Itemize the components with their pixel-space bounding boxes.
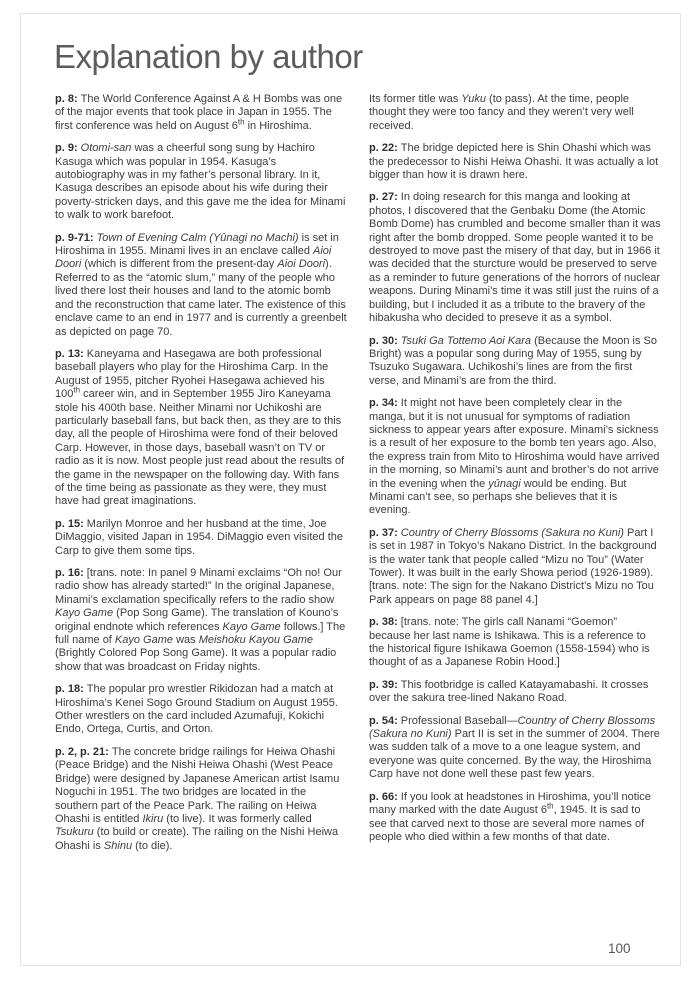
endnote-paragraph: p. 38: [trans. note: The girls call Nanami “Goemon” because her last name is Ishikawa. This is a reference to the historical figure Ishikawa Goemon (1558-1594) who is thought of as a Japanese Robin Hood.] (369, 616, 650, 669)
endnote-paragraph: p. 9-71: Town of Evening Calm (Yûnagi no Machi) is set in Hiroshima in 1955. Minami lives in an enclave called Aioi Doori (which is different from the present-day Aioi Doori). Referred to as the “atomic slum,” many of the people who lived there lost their houses and land to the atomic bomb and the reconstruction that came later. The existence of this enclave came to an end in 1977 and is currently a greenbelt as depicted on page 70. (55, 231, 347, 338)
endnote-paragraph: p. 39: This footbridge is called Katayamabashi. It crosses over the sakura tree-lined Nakano Road. (369, 678, 649, 705)
endnote-paragraph: p. 18: The popular pro wrestler Rikidozan had a match at Hiroshima’s Kenei Sogo Ground Stadium on August 1955. Other wrestlers on the card included Azumafuji, Kokichi Endo, Ortega, Curtis, and Orton. (55, 683, 338, 736)
endnote-paragraph: p. 66: If you look at headstones in Hiroshima, you’ll notice many marked with the date August 6th, 1945. It is sad to see that carved next to those are several more names of people who died within a few months of that date. (369, 790, 651, 843)
endnote-paragraph: p. 34: It might not have been completely clear in the manga, but it is not unusual for symptoms of radiation sickness to appear years after exposure. Minami’s sickness is a result of her exposure to the bomb ten years ago. Also, the express train from Mito to Hiroshima would have arrived in the morning, so Minami’s aunt and brother’s do not arrive in the evening when the yûnagi would be ending. But Minami can’t see, so perhaps she believes that it is evening. (369, 397, 660, 517)
endnote-paragraph: p. 15: Marilyn Monroe and her husband at the time, Joe DiMaggio, visited Japan in 1954. DiMaggio even visited the Carp to give them some tips. (55, 517, 343, 557)
endnote-paragraph: p. 13: Kaneyama and Hasegawa are both professional baseball players who play for the Hiroshima Carp. In the August of 1955, pitcher Ryohei Hasegawa achieved his 100th career win, and in September 1955 Jiro Kaneyama stole his 400th base. Neither Minami nor Uchikoshi are particularly baseball fans, but back then, as they are to this day, all the people of Hiroshima were fond of their beloved Carp. However, in those days, baseball wasn’t on TV or radio as it is now. Most people just read about the results of the game in the newspaper on the following day. With fans of the time being as passionate as they were, they must have had great imaginations. (55, 347, 345, 508)
right-column (369, 93, 661, 862)
endnote-paragraph: p. 16: [trans. note: In panel 9 Minami exclaims “Oh no! Our radio show has already started!” In the original Japanese, Minami’s exclamation specifically refers to the radio show Kayo Game (Pop Song Game). The translation of Kouno’s original endnote which references Kayo Game follows.] The full name of Kayo Game was Meishoku Kayou Game (Brightly Colored Pop Song Game). It was a popular radio show that was broadcast on Friday nights. (55, 567, 346, 673)
endnote-paragraph: Its former title was Yuku (to pass). At the time, people thought they were too fancy and they weren’t very well received. (369, 93, 634, 132)
endnote-paragraph: p. 30: Tsuki Ga Tottemo Aoi Kara (Because the Moon is So Bright) was a popular song during May of 1955, sung by Tsuzuko Sugawara. Uchikoshi’s lines are from the first verse, and Minami’s are from the third. (369, 334, 657, 387)
endnote-paragraph: p. 54: Professional Baseball—Country of Cherry Blossoms (Sakura no Kuni) Part II is set in the summer of 2004. There was sudden talk of a move to a one league system, and everyone was quite concerned. By the way, the Hiroshima Carp have not done well these past few years. (369, 714, 660, 781)
endnote-paragraph: p. 9: Otomi-san was a cheerful song sung by Hachiro Kasuga which was popular in 1954. Kasuga’s autobiography was in my father’s personal library. In it, Kasuga describes an episode about his wife during their poverty-stricken days, and this gave me the idea for Minami to walk to work barefoot. (55, 142, 346, 222)
endnote-paragraph: p. 22: The bridge depicted here is Shin Ohashi which was the predecessor to Nishi Heiwa Ohashi. It was actually a lot bigger than how it is drawn here. (369, 142, 659, 182)
endnote-paragraph: p. 2, p. 21: The concrete bridge railings for Heiwa Ohashi (Peace Bridge) and the Nishi Heiwa Ohashi (West Peace Bridge) were designed by Japanese American artist Isamu Noguchi in 1951. The two bridges are located in the southern part of the Peace Park. The railing on Heiwa Ohashi is entitled Ikiru (to live). It was formerly called Tsukuru (to build or create). The railing on the Nishi Heiwa Ohashi is Shinu (to die). (55, 745, 340, 852)
endnote-paragraph: p. 27: In doing research for this manga and looking at photos, I discovered that the Genbaku Dome (the Atomic Bomb Dome) has crumbled and become smaller than it was right after the bomb dropped. Some people wanted it to be destroyed to move past the misery of that day, but in 1966 it was decided that the sturcture would be preserved to serve as a reminder to future generations of the horrors of nuclear weapons. During Minami’s time it was still just the ruins of a building, but I included it as a tribute to the bravery of the hibakusha who decided to preseve it as a symbol. (369, 191, 661, 325)
left-column (55, 93, 347, 862)
endnotes-text-block (55, 93, 661, 862)
endnote-paragraph: p. 8: The World Conference Against A & H Bombs was one of the major events that took place in Japan in 1955. The first conference was held on August 6th in Hiroshima. (55, 93, 343, 132)
page-number: 100 (608, 941, 631, 956)
endnote-paragraph: p. 37: Country of Cherry Blossoms (Sakura no Kuni) Part I is set in 1987 in Tokyo’s Nakano District. In the background is the water tank that people called “Mizu no Tou” (Water Tower). It was built in the early Showa period (1926-1989). [trans. note: The sign for the Nakano District’s Mizu no Tou Park appears on page 88 panel 4.] (369, 526, 657, 606)
page-title: Explanation by author (54, 38, 363, 75)
